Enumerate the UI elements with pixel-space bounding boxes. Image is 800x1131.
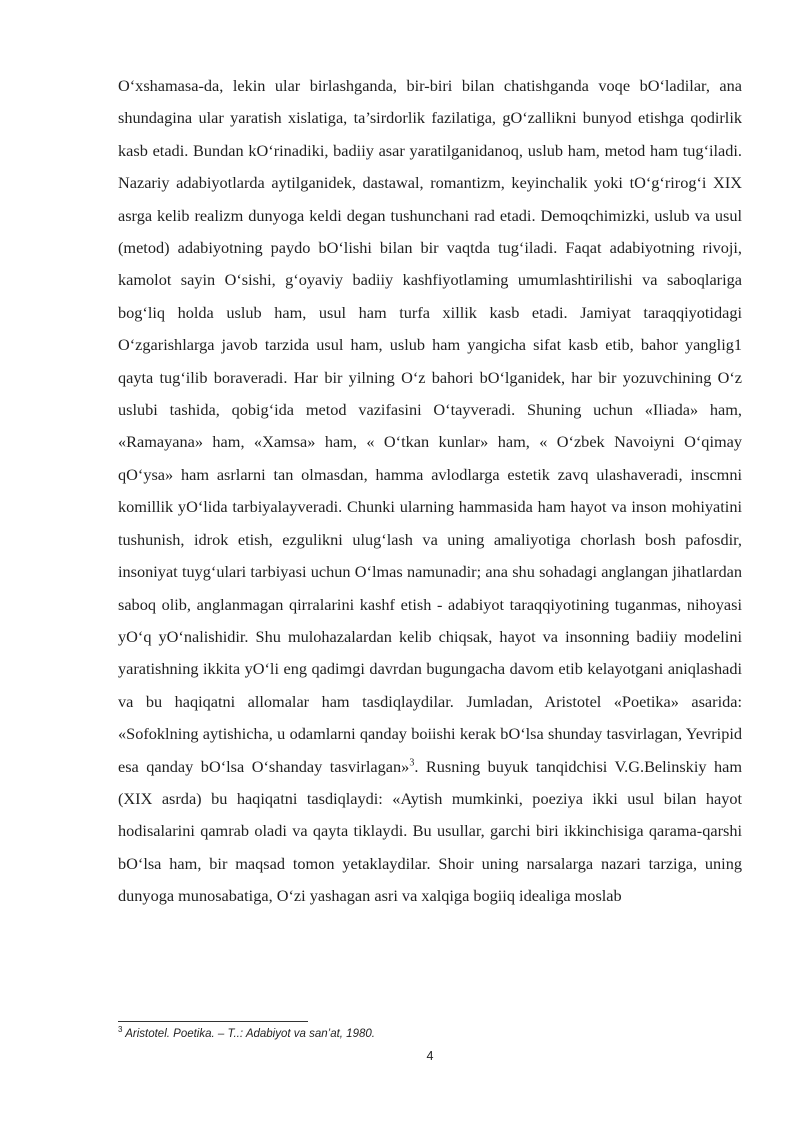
footnote [118,1025,742,1040]
document-page [118,70,742,913]
paragraph-text-part-1: O‘xshamasa-da, lekin ular birlashganda, bir-biri bilan chatishganda voqe bO‘ladilar, ana shundagina ular yaratish xislatiga, ta’sirdorlik fazilatiga, gO‘zallikni bunyod etishga qodirlik kasb etadi. Bundan kO‘rinadiki, badiiy asar yaratilganidanoq, uslub ham, metod ham tug‘iladi. Nazariy adabiyotlarda aytilganidek, dastawal, romantizm, keyinchalik yoki tO‘g‘rirog‘i XIX asrga kelib realizm dunyoga keldi degan tushunchani rad etadi. Demoqchimizki, uslub va usul (metod) adabiyotning paydo bO‘lishi bilan bir vaqtda tug‘iladi. Faqat adabiyotning rivoji, kamolot sayin O‘sishi, g‘oyaviy badiiy kashfiyotlaming umumlashtirilishi va saboqlariga bog‘liq holda uslub ham, usul ham turfa xillik kasb etadi. Jamiyat taraqqiyotidagi O‘zgarishlarga javob tarzida usul ham, uslub ham yangicha sifat kasb etib, bahor yanglig1 qayta tug‘ilib boraveradi. Har bir yilning O‘z bahori bO‘lganidek, har bir yozuvchining O‘z uslubi tashida, qobig‘ida metod vazifasini O‘tayveradi. Shuning uchun «Iliada» ham, «Ramayana» ham, «Xamsa» ham, « O‘tkan kunlar» ham, « O‘zbek Navoiyni O‘qimay qO‘ysa» ham asrlarni tan olmasdan, hamma avlodlarga estetik zavq ulashaveradi, inscmni komillik yO‘lida tarbiyalayveradi. Chunki ularning hammasida ham hayot va inson mohiyatini tushunish, idrok etish, ezgulikni ulug‘lash va uning amaliyotiga chorlash bosh pafosdir, insoniyat tuyg‘ulari tarbiyasi uchun O‘lmas namunadir; ana shu sohadagi anglangan jihatlardan saboq olib, anglanmagan qirralarini kashf etish - adabiyot taraqqiyotining tuganmas, nihoyasi yO‘q yO‘nalishidir. Shu mulohazalardan kelib chiqsak, hayot va insonning badiiy modelini yaratishning ikkita yO‘li eng qadimgi davrdan bugungacha davom etib kelayotgani aniqlashadi va bu haqiqatni allomalar ham tasdiqlaydilar. Jumladan, Aristotel «Poetika» asarida: «Sofoklning aytishicha, u odamlarni qanday boiishi kerak bO‘lsa shunday tasvirlagan, Yevripid esa qanday bO‘lsa O‘shanday tasvirlagan» [118,76,742,776]
page-number: 4 [426,1049,434,1063]
footnote-text: Aristotel. Poetika. – T..: Adabiyot va san’at, 1980. [122,1028,375,1040]
footnote-divider [118,1021,308,1022]
footnote-number: 3 [118,1025,123,1035]
body-paragraph [118,70,742,913]
paragraph-text-part-2: . Rusning buyuk tanqidchisi V.G.Belinskiy ham (XIX asrda) bu haqiqatni tasdiqlaydi: «Aytish mumkinki, poeziya ikki usul bilan hayot hodisalarini qamrab oladi va qayta tiklaydi. Bu usullar, garchi biri ikkinchisiga qarama-qarshi bO‘lsa ham, bir maqsad tomon yetaklaydilar. Shoir uning narsalarga nazari tarziga, uning dunyoga munosabatiga, O‘zi yashagan asri va xalqiga bogiiq idealiga moslab [118,756,743,906]
footnote-reference[interactable]: 3 [409,757,415,769]
